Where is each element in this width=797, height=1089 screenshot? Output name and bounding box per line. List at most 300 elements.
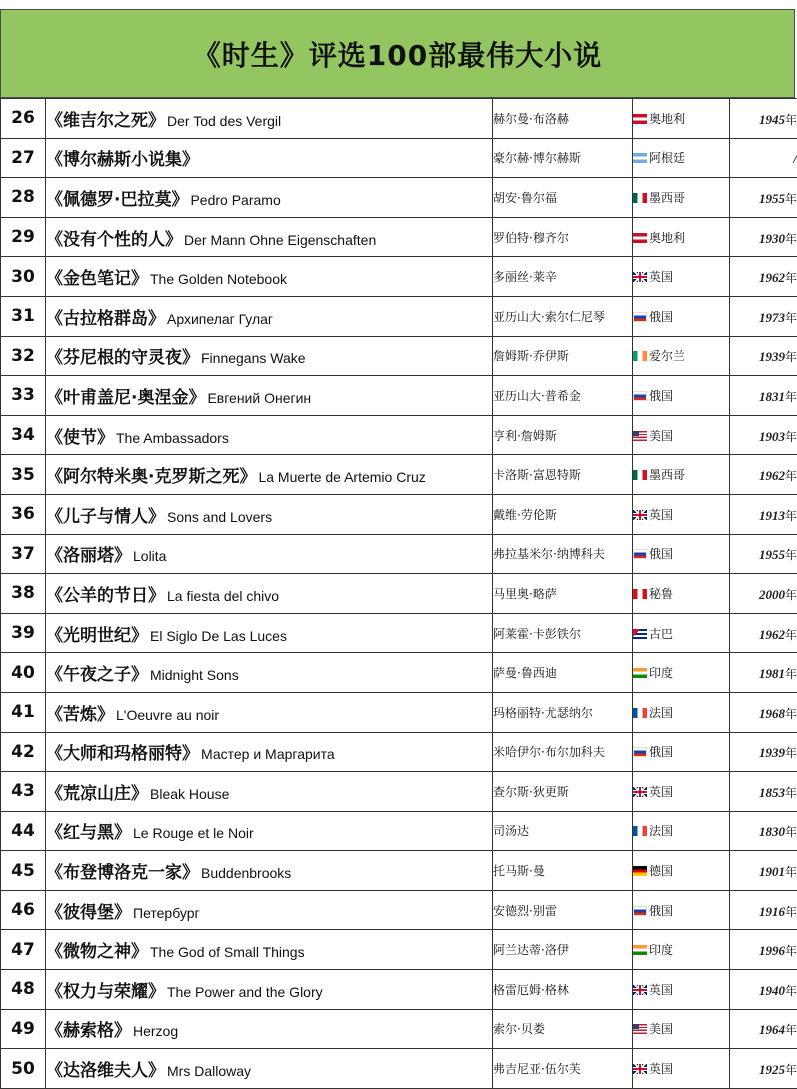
author-name: 阿兰达蒂·洛伊 [493, 943, 569, 957]
table-row [1, 376, 797, 416]
year-suffix: 年 [785, 430, 797, 444]
table-row [1, 1009, 797, 1049]
year-cell [730, 99, 797, 139]
rank-cell [1, 574, 46, 614]
rank-cell [1, 257, 46, 297]
publication-year: 1964 [759, 1022, 785, 1037]
russia-flag-icon [633, 906, 647, 916]
book-title-original: Herzog [133, 1023, 178, 1039]
rank-cell [1, 99, 46, 139]
country-cell [633, 970, 730, 1010]
page-title: 《时生》评选100部最伟大小说 [193, 34, 602, 74]
publication-year: 1955 [759, 191, 785, 206]
year-cell [730, 1009, 797, 1049]
year-suffix: 年 [785, 746, 797, 760]
publication-year: 1853 [759, 785, 785, 800]
table-row [1, 851, 797, 891]
author-cell [493, 772, 633, 812]
ireland-flag-icon [633, 351, 647, 361]
year-cell [730, 732, 797, 772]
book-title-chinese: 《使节》 [46, 428, 114, 448]
country-cell [633, 455, 730, 495]
country-cell [633, 574, 730, 614]
book-title-original: Der Tod des Vergil [167, 113, 281, 129]
year-cell [730, 138, 797, 178]
country-name: 墨西哥 [649, 468, 685, 482]
book-cell [46, 336, 493, 376]
author-name: 亚历山大·普希金 [493, 389, 581, 403]
table-row [1, 772, 797, 812]
book-title-chinese: 《佩德罗·巴拉莫》 [46, 190, 188, 210]
year-cell [730, 930, 797, 970]
rank-number: 39 [11, 623, 35, 643]
author-name: 亨利·詹姆斯 [493, 429, 557, 443]
book-title-original: The Power and the Glory [167, 984, 323, 1000]
year-cell [730, 494, 797, 534]
rank-cell [1, 336, 46, 376]
publication-year: 1962 [759, 270, 785, 285]
book-title-original: The Ambassadors [116, 430, 229, 446]
book-title-original: Buddenbrooks [201, 865, 291, 881]
country-cell [633, 1009, 730, 1049]
table-row [1, 970, 797, 1010]
country-name: 英国 [649, 508, 673, 522]
book-title-original: Bleak House [150, 786, 229, 802]
book-title-chinese: 《公羊的节日》 [46, 586, 165, 606]
rank-number: 43 [11, 781, 35, 801]
country-cell [633, 613, 730, 653]
rank-cell [1, 415, 46, 455]
author-cell [493, 1049, 633, 1089]
year-cell [730, 890, 797, 930]
country-cell [633, 336, 730, 376]
russia-flag-icon [633, 549, 647, 559]
publication-year: 1962 [759, 627, 785, 642]
austria-flag-icon [633, 114, 647, 124]
rank-number: 28 [11, 187, 35, 207]
author-name: 弗吉尼亚·伍尔芙 [493, 1062, 581, 1076]
book-title-original: El Siglo De Las Luces [150, 628, 287, 644]
country-name: 奥地利 [649, 112, 685, 126]
year-cell [730, 376, 797, 416]
year-cell [730, 534, 797, 574]
publication-year: 1830 [759, 824, 785, 839]
year-cell [730, 336, 797, 376]
rank-number: 32 [11, 346, 35, 366]
author-name: 赫尔曼·布洛赫 [493, 112, 569, 126]
year-suffix: 年 [785, 984, 797, 998]
uk-flag-icon [633, 1064, 647, 1074]
year-cell [730, 1049, 797, 1089]
uk-flag-icon [633, 272, 647, 282]
author-name: 司汤达 [493, 824, 529, 838]
rank-number: 31 [11, 306, 35, 326]
book-cell [46, 851, 493, 891]
book-cell [46, 217, 493, 257]
country-name: 俄国 [649, 547, 673, 561]
country-cell [633, 851, 730, 891]
country-name: 俄国 [649, 389, 673, 403]
country-name: 英国 [649, 785, 673, 799]
book-title-original: La fiesta del chivo [167, 588, 279, 604]
rank-number: 48 [11, 979, 35, 999]
book-title-chinese: 《维吉尔之死》 [46, 111, 165, 131]
country-name: 墨西哥 [649, 191, 685, 205]
book-title-original: Mrs Dalloway [167, 1063, 251, 1079]
year-suffix: 年 [785, 786, 797, 800]
ranking-table-body [1, 99, 797, 1089]
book-cell [46, 415, 493, 455]
book-cell [46, 376, 493, 416]
country-name: 印度 [649, 943, 673, 957]
book-title-original: Архипелаг Гулаг [167, 311, 273, 327]
publication-year: 1939 [759, 349, 785, 364]
author-cell [493, 415, 633, 455]
author-cell [493, 851, 633, 891]
publication-year: 2000 [759, 587, 785, 602]
year-suffix: 年 [785, 232, 797, 246]
book-title-chinese: 《达洛维夫人》 [46, 1061, 165, 1081]
book-title-original: Finnegans Wake [201, 350, 306, 366]
austria-flag-icon [633, 233, 647, 243]
country-name: 法国 [649, 706, 673, 720]
book-title-chinese: 《光明世纪》 [46, 626, 148, 646]
table-row [1, 732, 797, 772]
book-cell [46, 930, 493, 970]
table-row [1, 1049, 797, 1089]
author-cell [493, 653, 633, 693]
rank-cell [1, 1009, 46, 1049]
author-name: 詹姆斯·乔伊斯 [493, 349, 569, 363]
author-cell [493, 376, 633, 416]
country-cell [633, 257, 730, 297]
year-suffix: 年 [785, 1063, 797, 1077]
country-name: 俄国 [649, 310, 673, 324]
author-name: 罗伯特·穆齐尔 [493, 231, 569, 245]
year-suffix: 年 [785, 588, 797, 602]
publication-year: 1955 [759, 547, 785, 562]
country-name: 德国 [649, 864, 673, 878]
country-name: 奥地利 [649, 231, 685, 245]
author-cell [493, 296, 633, 336]
table-row [1, 336, 797, 376]
year-suffix: 年 [785, 509, 797, 523]
table-row [1, 574, 797, 614]
author-cell [493, 890, 633, 930]
book-title-original: La Muerte de Artemio Cruz [258, 469, 425, 485]
book-title-chinese: 《微物之神》 [46, 942, 148, 962]
book-title-chinese: 《权力与荣耀》 [46, 982, 165, 1002]
rank-cell [1, 494, 46, 534]
country-name: 印度 [649, 666, 673, 680]
country-cell [633, 494, 730, 534]
year-cell [730, 178, 797, 218]
author-name: 托马斯·曼 [493, 864, 545, 878]
rank-number: 42 [11, 742, 35, 762]
publication-year: 1930 [759, 231, 785, 246]
author-name: 马里奥·略萨 [493, 587, 557, 601]
book-title-chinese: 《古拉格群岛》 [46, 309, 165, 329]
rank-number: 44 [11, 821, 35, 841]
book-title-original: Sons and Lovers [167, 509, 272, 525]
rank-number: 26 [11, 108, 35, 128]
book-cell [46, 692, 493, 732]
uk-flag-icon [633, 985, 647, 995]
book-cell [46, 99, 493, 139]
author-name: 查尔斯·狄更斯 [493, 785, 569, 799]
country-cell [633, 376, 730, 416]
rank-cell [1, 732, 46, 772]
ranking-table [0, 98, 797, 1089]
rank-number: 38 [11, 583, 35, 603]
book-title-chinese: 《彼得堡》 [46, 903, 131, 923]
author-cell [493, 732, 633, 772]
argentina-flag-icon [633, 153, 647, 163]
rank-number: 45 [11, 861, 35, 881]
book-title-chinese: 《荒凉山庄》 [46, 784, 148, 804]
publication-year: 1903 [759, 429, 785, 444]
table-row [1, 257, 797, 297]
year-suffix: 年 [785, 469, 797, 483]
author-cell [493, 336, 633, 376]
year-suffix: 年 [785, 825, 797, 839]
book-cell [46, 257, 493, 297]
book-cell [46, 494, 493, 534]
rank-number: 35 [11, 465, 35, 485]
table-row [1, 99, 797, 139]
rank-cell [1, 930, 46, 970]
author-name: 格雷厄姆·格林 [493, 983, 569, 997]
publication-year: 1901 [759, 864, 785, 879]
book-title-chinese: 《金色笔记》 [46, 269, 148, 289]
year-cell [730, 613, 797, 653]
russia-flag-icon [633, 391, 647, 401]
author-name: 玛格丽特·尤瑟纳尔 [493, 706, 593, 720]
year-cell [730, 296, 797, 336]
book-cell [46, 732, 493, 772]
book-title-original: Midnight Sons [150, 667, 239, 683]
france-flag-icon [633, 826, 647, 836]
country-cell [633, 415, 730, 455]
book-title-original: Le Rouge et le Noir [133, 825, 254, 841]
book-cell [46, 772, 493, 812]
rank-cell [1, 613, 46, 653]
mexico-flag-icon [633, 193, 647, 203]
usa-flag-icon [633, 1024, 647, 1034]
rank-number: 40 [11, 663, 35, 683]
country-name: 法国 [649, 824, 673, 838]
france-flag-icon [633, 708, 647, 718]
india-flag-icon [633, 668, 647, 678]
rank-number: 50 [11, 1059, 35, 1079]
rank-cell [1, 772, 46, 812]
publication-year: / [793, 151, 797, 166]
year-suffix: 年 [785, 667, 797, 681]
book-cell [46, 574, 493, 614]
rank-cell [1, 851, 46, 891]
rank-number: 30 [11, 267, 35, 287]
author-name: 弗拉基米尔·纳博科夫 [493, 547, 605, 561]
rank-cell [1, 811, 46, 851]
publication-year: 1973 [759, 310, 785, 325]
cuba-flag-icon [633, 629, 647, 639]
rank-cell [1, 890, 46, 930]
country-name: 英国 [649, 1062, 673, 1076]
uk-flag-icon [633, 787, 647, 797]
table-row [1, 178, 797, 218]
publication-year: 1945 [759, 112, 785, 127]
book-cell [46, 613, 493, 653]
book-title-original: Евгений Онегин [207, 390, 311, 406]
table-row [1, 296, 797, 336]
rank-number: 36 [11, 504, 35, 524]
year-suffix: 年 [785, 113, 797, 127]
country-name: 俄国 [649, 904, 673, 918]
country-cell [633, 178, 730, 218]
usa-flag-icon [633, 431, 647, 441]
table-row [1, 930, 797, 970]
book-title-chinese: 《叶甫盖尼·奥涅金》 [46, 388, 205, 408]
book-title-chinese: 《芬尼根的守灵夜》 [46, 348, 199, 368]
country-cell [633, 217, 730, 257]
year-suffix: 年 [785, 271, 797, 285]
year-suffix: 年 [785, 311, 797, 325]
publication-year: 1940 [759, 983, 785, 998]
author-name: 多丽丝·莱辛 [493, 270, 557, 284]
author-name: 亚历山大·索尔仁尼琴 [493, 310, 605, 324]
table-row [1, 613, 797, 653]
book-title-original: The God of Small Things [150, 944, 305, 960]
author-cell [493, 930, 633, 970]
author-name: 豪尔赫·博尔赫斯 [493, 151, 581, 165]
author-cell [493, 534, 633, 574]
rank-number: 41 [11, 702, 35, 722]
year-cell [730, 772, 797, 812]
country-name: 英国 [649, 983, 673, 997]
author-name: 戴维·劳伦斯 [493, 508, 557, 522]
book-title-original: Der Mann Ohne Eigenschaften [184, 232, 376, 248]
book-title-chinese: 《儿子与情人》 [46, 507, 165, 527]
table-row [1, 138, 797, 178]
russia-flag-icon [633, 312, 647, 322]
publication-year: 1939 [759, 745, 785, 760]
year-suffix: 年 [785, 192, 797, 206]
rank-cell [1, 376, 46, 416]
country-cell [633, 296, 730, 336]
country-name: 秘鲁 [649, 587, 673, 601]
table-row [1, 653, 797, 693]
rank-cell [1, 653, 46, 693]
mexico-flag-icon [633, 470, 647, 480]
year-cell [730, 811, 797, 851]
rank-cell [1, 455, 46, 495]
country-name: 俄国 [649, 745, 673, 759]
author-cell [493, 99, 633, 139]
year-suffix: 年 [785, 548, 797, 562]
year-cell [730, 217, 797, 257]
country-cell [633, 811, 730, 851]
book-cell [46, 178, 493, 218]
book-title-original: Lolita [133, 548, 166, 564]
table-row [1, 415, 797, 455]
author-name: 安德烈·别雷 [493, 904, 557, 918]
country-name: 美国 [649, 1022, 673, 1036]
country-cell [633, 772, 730, 812]
country-cell [633, 890, 730, 930]
country-cell [633, 692, 730, 732]
book-title-original: Мастер и Маргарита [201, 746, 335, 762]
country-cell [633, 138, 730, 178]
book-title-chinese: 《红与黑》 [46, 823, 131, 843]
table-row [1, 494, 797, 534]
year-suffix: 年 [785, 707, 797, 721]
book-title-chinese: 《洛丽塔》 [46, 546, 131, 566]
year-suffix: 年 [785, 1023, 797, 1037]
year-cell [730, 415, 797, 455]
year-cell [730, 970, 797, 1010]
publication-year: 1981 [759, 666, 785, 681]
author-name: 胡安·鲁尔福 [493, 191, 557, 205]
publication-year: 1996 [759, 943, 785, 958]
country-name: 古巴 [649, 627, 673, 641]
year-suffix: 年 [785, 865, 797, 879]
year-cell [730, 455, 797, 495]
table-row [1, 217, 797, 257]
publication-year: 1962 [759, 468, 785, 483]
rank-number: 29 [11, 227, 35, 247]
publication-year: 1968 [759, 706, 785, 721]
rank-cell [1, 1049, 46, 1089]
rank-cell [1, 296, 46, 336]
author-cell [493, 1009, 633, 1049]
country-name: 阿根廷 [649, 151, 685, 165]
author-name: 阿莱霍·卡彭铁尔 [493, 627, 581, 641]
rank-number: 34 [11, 425, 35, 445]
author-cell [493, 178, 633, 218]
book-title-original: The Golden Notebook [150, 271, 287, 287]
author-name: 卡洛斯·富恩特斯 [493, 468, 581, 482]
rank-cell [1, 178, 46, 218]
book-title-chinese: 《布登博洛克一家》 [46, 863, 199, 883]
book-cell [46, 1049, 493, 1089]
country-cell [633, 653, 730, 693]
book-title-original: L'Oeuvre au noir [116, 707, 219, 723]
year-cell [730, 851, 797, 891]
uk-flag-icon [633, 510, 647, 520]
book-cell [46, 1009, 493, 1049]
book-cell [46, 296, 493, 336]
rank-number: 27 [11, 148, 35, 168]
year-suffix: 年 [785, 628, 797, 642]
book-title-original: Петербург [133, 905, 200, 921]
author-cell [493, 970, 633, 1010]
author-name: 索尔·贝娄 [493, 1022, 545, 1036]
author-cell [493, 455, 633, 495]
country-cell [633, 99, 730, 139]
rank-cell [1, 692, 46, 732]
russia-flag-icon [633, 747, 647, 757]
publication-year: 1913 [759, 508, 785, 523]
author-name: 米哈伊尔·布尔加科夫 [493, 745, 605, 759]
country-cell [633, 534, 730, 574]
book-title-chinese: 《午夜之子》 [46, 665, 148, 685]
book-title-chinese: 《赫索格》 [46, 1021, 131, 1041]
rank-number: 33 [11, 385, 35, 405]
author-cell [493, 257, 633, 297]
peru-flag-icon [633, 589, 647, 599]
rank-number: 47 [11, 940, 35, 960]
year-suffix: 年 [785, 350, 797, 364]
